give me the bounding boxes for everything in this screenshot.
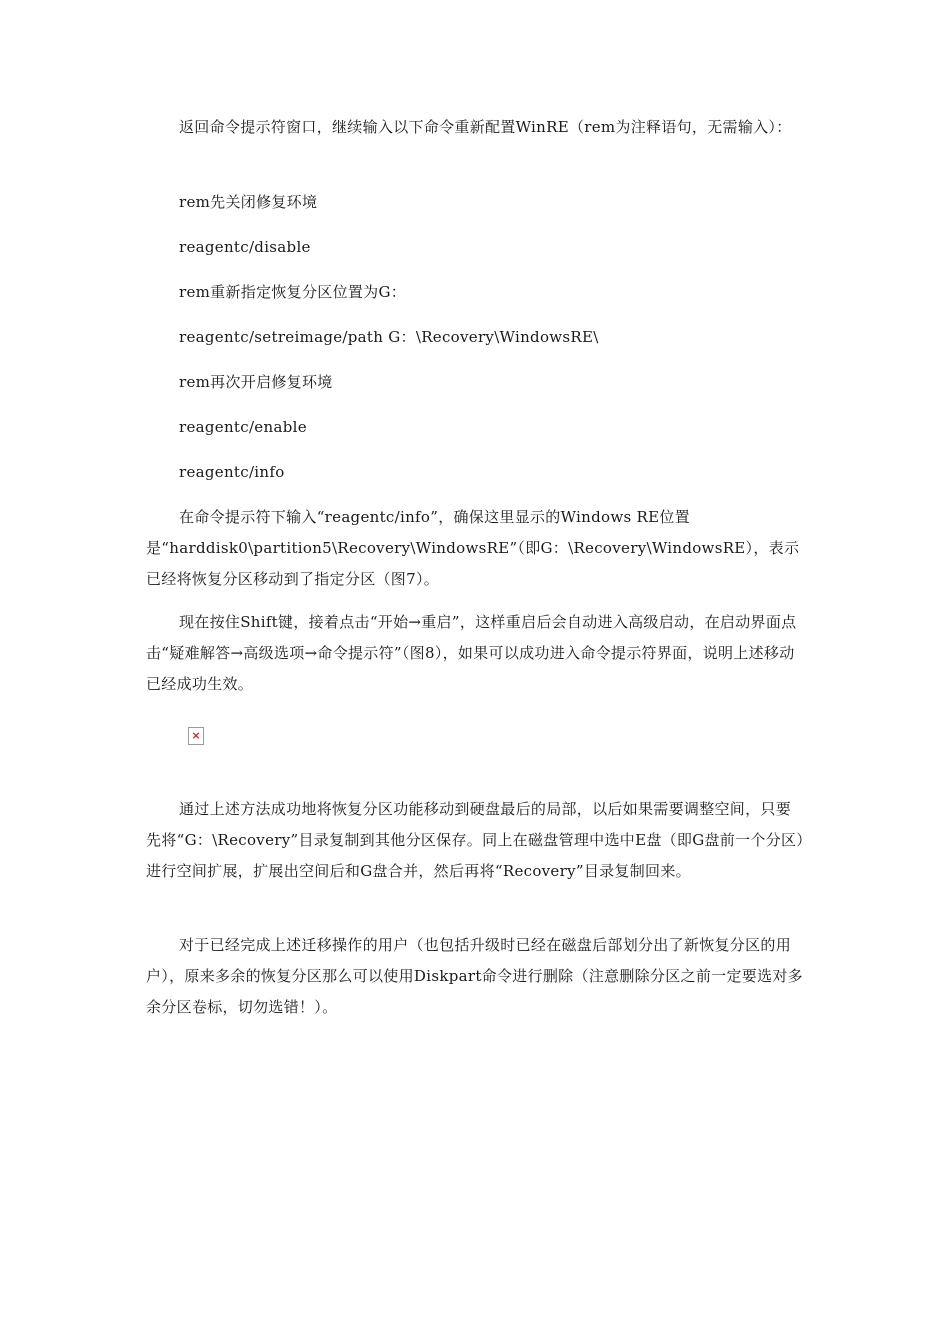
- command-line-7: reagentc/info: [179, 463, 285, 481]
- paragraph-advanced-startup: 现在按住Shift键，接着点击“开始→重启”，这样重启后会自动进入高级启动，在启动界面点击“疑难解答→高级选项→命令提示符”（图8），如果可以成功进入命令提示符界面，说明上述移动已经成功生效。: [146, 613, 797, 693]
- intro-paragraph: 返回命令提示符窗口，继续输入以下命令重新配置WinRE（rem为注释语句，无需输入）：: [179, 118, 792, 136]
- paragraph-diskpart: 对于已经完成上述迁移操作的用户（也包括升级时已经在磁盘后部划分出了新恢复分区的用户），原来多余的恢复分区那么可以使用Diskpart命令进行删除（注意删除分区之前一定要选对多余分区卷标，切勿选错！）。: [146, 936, 803, 1016]
- command-line-1: rem先关闭修复环境: [179, 193, 318, 211]
- command-line-5: rem再次开启修复环境: [179, 373, 333, 391]
- command-line-2: reagentc/disable: [179, 238, 311, 256]
- paragraph-reagentc-info: 在命令提示符下输入“reagentc/info”，确保这里显示的Windows RE位置是“harddisk0\partition5\Recovery\WindowsRE”（即G：\Recovery\WindowsRE），表示已经将恢复分区移动到了指定分区（图7）。: [146, 508, 800, 588]
- broken-image-icon: ×: [188, 727, 204, 745]
- command-line-4: reagentc/setreimage/path G：\Recovery\WindowsRE\: [179, 328, 599, 346]
- command-line-3: rem重新指定恢复分区位置为G：: [179, 283, 407, 301]
- command-line-6: reagentc/enable: [179, 418, 307, 436]
- paragraph-recovery-copy: 通过上述方法成功地将恢复分区功能移动到硬盘最后的局部，以后如果需要调整空间，只要先将“G：\Recovery”目录复制到其他分区保存。同上在磁盘管理中选中E盘（即G盘前一个分区）进行空间扩展，扩展出空间后和G盘合并，然后再将“Recovery”目录复制回来。: [146, 800, 805, 880]
